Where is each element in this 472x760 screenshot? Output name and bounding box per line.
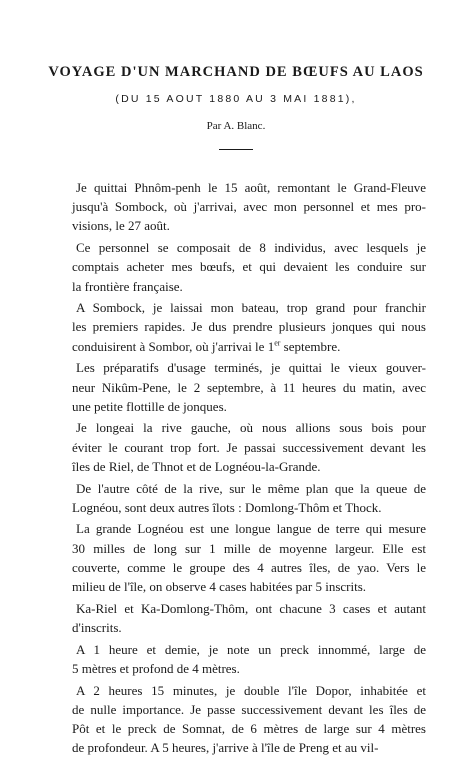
text-line: 30 milles de long sur 1 mille de moyenne largeur. Elle est <box>72 540 426 556</box>
text-line: couverte, comme le groupe des 4 autres îles, de yao. Vers le <box>72 559 426 575</box>
text-line: de profondeur. A 5 heures, j'arrive à l'île de Preng et au vil- <box>72 740 379 756</box>
paragraph <box>58 238 426 296</box>
paragraph <box>58 681 426 758</box>
text-line: De l'autre côté de la rive, sur le même plan que la queue de <box>76 480 426 496</box>
text-line: comptais acheter mes bœufs, et qui devaient les conduire sur <box>72 259 426 275</box>
text-line: visions, le 27 août. <box>72 218 170 234</box>
text-line: Pôt et le preck de Somnat, de 6 mètres de large sur 4 mètres <box>72 720 426 736</box>
paragraph <box>58 358 426 416</box>
text-line: Je longeai la rive gauche, où nous allions sous bois pour <box>76 420 426 436</box>
text-line: conduisirent à Sombor, où j'arrivai le 1er septembre. <box>72 338 341 354</box>
text-line: Ka-Riel et Ka-Domlong-Thôm, ont chacune 3 cases et autant <box>76 600 426 616</box>
text-line: îles de Riel, de Thnot et de Lognéou-la-Grande. <box>72 458 321 474</box>
paragraph <box>58 519 426 596</box>
article-author: Par A. Blanc. <box>206 120 266 132</box>
text-line: Les préparatifs d'usage terminés, je quittai le vieux gouver- <box>76 360 426 376</box>
title-divider <box>219 149 253 150</box>
paragraph <box>58 298 426 356</box>
paragraph <box>58 640 426 678</box>
paragraph <box>58 418 426 476</box>
text-line: neur Nikûm-Pene, le 2 septembre, à 11 heures du matin, avec <box>72 379 426 395</box>
text-line: d'inscrits. <box>72 619 122 635</box>
text-line: éviter le courant trop fort. Je passai successivement devant les <box>72 439 426 455</box>
text-line: milieu de l'île, on observe 4 cases habitées par 5 inscrits. <box>72 579 367 595</box>
text-line: Lognéou, sont deux autres îlots : Domlong-Thôm et Thock. <box>72 499 382 515</box>
paragraph <box>58 178 426 236</box>
text-line: les premiers rapides. Je dus prendre plusieurs jonques qui nous <box>72 319 426 335</box>
text-line: 5 mètres et profond de 4 mètres. <box>72 660 240 676</box>
text-line: Ce personnel se composait de 8 individus, avec lesquels je <box>76 240 426 256</box>
text-line: A 2 heures 15 minutes, je double l'île Dopor, inhabitée et <box>76 682 426 698</box>
article-body <box>58 178 426 760</box>
article-title: VOYAGE D'UN MARCHAND DE BŒUFS AU LAOS <box>48 64 424 80</box>
text-line: une petite flottille de jonques. <box>72 398 227 414</box>
text-line: Je quittai Phnôm-penh le 15 août, remontant le Grand-Fleuve <box>76 180 426 195</box>
text-line: A 1 heure et demie, je note un preck innommé, large de <box>76 641 426 657</box>
text-line: jusqu'à Sombock, où j'arrivai, avec mon personnel et mes pro- <box>72 199 426 215</box>
text-line: A Sombock, je laissai mon bateau, trop grand pour franchir <box>76 300 426 316</box>
text-line: la frontière française. <box>72 278 183 294</box>
text-line: La grande Lognéou est une longue langue de terre qui mesure <box>76 521 426 537</box>
article-dates: (DU 15 AOUT 1880 AU 3 MAI 1881), <box>115 93 357 105</box>
paragraph <box>58 479 426 517</box>
ordinal-suffix: er <box>274 338 281 348</box>
text-line: de nulle importance. Je passe successivement devant les îles de <box>72 701 426 717</box>
paragraph <box>58 599 426 637</box>
